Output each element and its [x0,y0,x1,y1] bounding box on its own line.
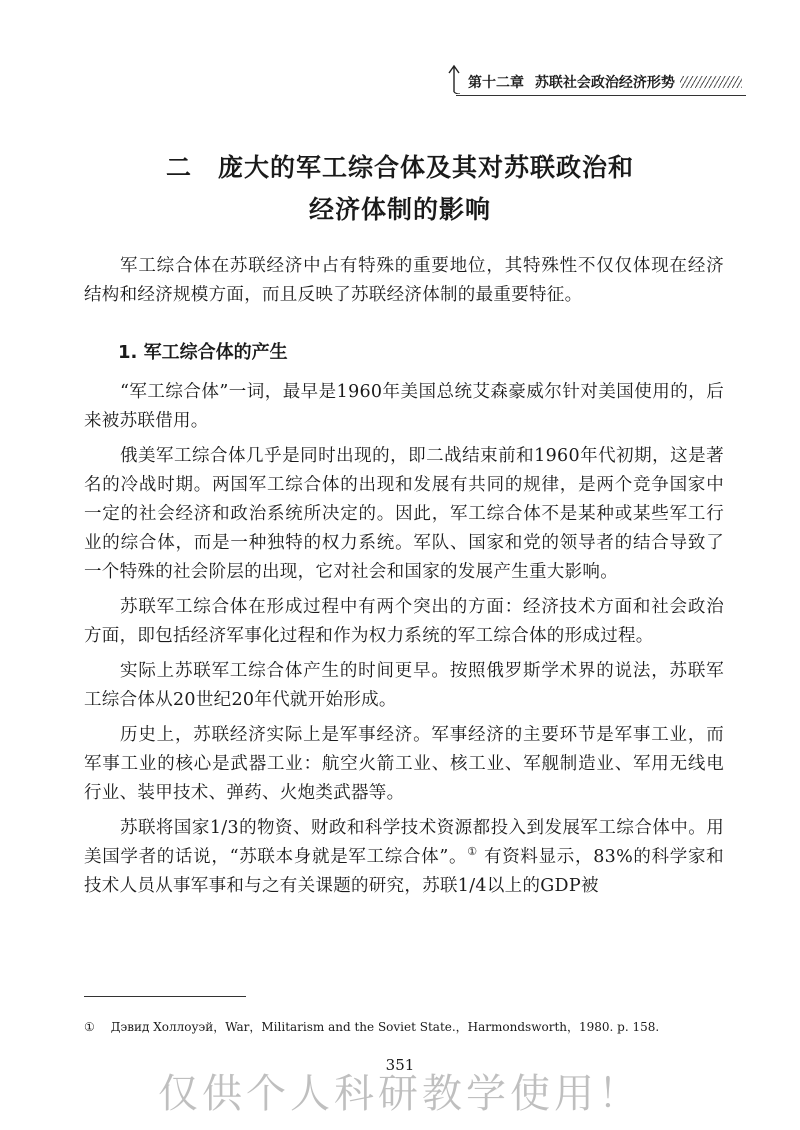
paragraph-text: 有资料显示，83%的科学家和技术人员从事军事和与之有关课题的研究，苏联1/4以上的GDP被 [84,847,724,896]
paragraph: 苏联军工综合体在形成过程中有两个突出的方面：经济技术方面和社会政治方面，即包括经济军事化过程和作为权力系统的军工综合体的形成过程。 [84,597,724,646]
chapter-title: 苏联社会政治经济形势 [534,75,675,91]
header-rule [456,95,746,96]
paragraph: 历史上，苏联经济实际上是军事经济。军事经济的主要环节是军事工业，而军事工业的核心是武器工业：航空火箭工业、核工业、军舰制造业、军用无线电行业、装甲技术、弹药、火炮类武器等。 [84,725,724,803]
section-title-line-2: 经济体制的影响 [308,195,491,224]
up-arrow-icon [446,64,462,94]
footnote-text: Дэвид Холлоуэй，War，Militarism and the Soviet State.，Harmondsworth，1980. p. 158. [110,1020,660,1034]
paragraph-text: 苏联将国家1/3的物资、财政和科学技术资源都投入到发展军工综合体中。用美国学者的话说，“苏联本身就是军工综合体”。 [84,818,724,867]
intro-paragraph: 军工综合体在苏联经济中占有特殊的重要地位，其特殊性不仅仅体现在经济结构和经济规模方面，而且反映了苏联经济体制的最重要特征。 [84,256,724,305]
footnote-rule [84,996,246,997]
footnote [84,1018,659,1035]
running-header [446,64,746,94]
watermark: 仅供个人科研教学使用！ [158,1071,642,1117]
paragraph: 实际上苏联军工综合体产生的时间更早。按照俄罗斯学术界的说法，苏联军工综合体从20世纪20年代就开始形成。 [84,661,724,710]
footnote-mark: ① [84,1020,95,1034]
section-title-line-1: 二 庞大的军工综合体及其对苏联政治和 [165,153,634,182]
page-number: 351 [385,1056,415,1074]
subsection-heading: 1. 军工综合体的产生 [118,342,288,363]
paragraph-with-note [84,814,724,901]
paragraph: “军工综合体”一词，最早是1960年美国总统艾森豪威尔针对美国使用的，后来被苏联借用。 [84,382,724,431]
header-hatch-decoration [680,76,742,88]
paragraph: 俄美军工综合体几乎是同时出现的，即二战结束前和1960年代初期，这是著名的冷战时期。两国军工综合体的出现和发展有共同的规律，是两个竞争国家中一定的社会经济和政治系统所决定的。因此，军工综合体不是某种或某些军工行业的综合体，而是一种独特的权力系统。军队、国家和党的领导者的结合导致了一个特殊的社会阶层的出现，它对社会和国家的发展产生重大影响。 [84,446,724,582]
chapter-label: 第十二章 [468,75,524,91]
chapter-header [468,72,675,92]
footnote-reference[interactable]: ① [467,845,478,859]
intro-block [84,252,724,316]
body-text [84,378,724,907]
